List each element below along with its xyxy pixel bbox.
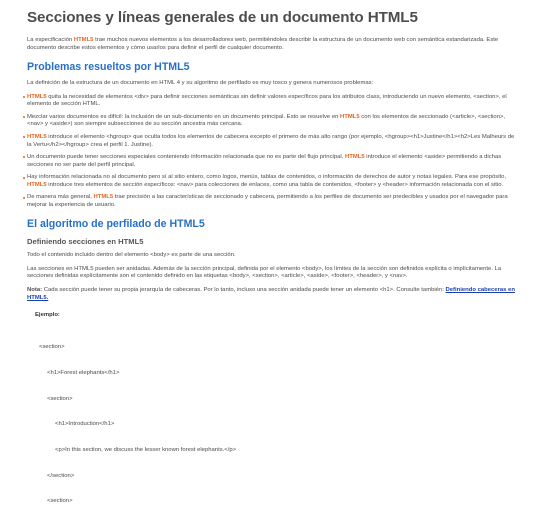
example-block <box>35 312 517 523</box>
item-text-pre: Mezclar varios documentos es difícil: la inclusión de un sub-documento en un documento principal. Esto se resuelve en <box>27 113 341 120</box>
code-line: <h1>Forest elephants</h1> <box>47 369 120 376</box>
problems-lead: La definición de la estructura de un documento en HTML 4 y su algoritmo de perfilado es muy tosco y genera numerosos problemas: <box>27 79 374 86</box>
item-text: con los elementos de seccionado (<article>, <section>, <nav> y <aside>) son siempre subsecciones de su sección ancestra más cercana. <box>27 113 506 128</box>
html5-highlight: HTML5 <box>93 194 114 201</box>
list-item <box>27 154 517 169</box>
item-text: trae precisión a las características de seccionado y cabecera, permitiendo a los perfiles de documento ser predecibles y usados por el navegador para mejorar la experiencia de usuario. <box>27 194 508 209</box>
html5-highlight: HTML5 <box>27 133 47 140</box>
list-item <box>27 134 517 149</box>
html5-highlight: HTML5 <box>340 113 360 120</box>
section-heading-problems: Problemas resueltos por HTML5 <box>27 60 190 73</box>
code-line: </section> <box>47 472 75 479</box>
html5-highlight: HTML5 <box>27 181 47 188</box>
item-text: introduce el elemento <aside> permitiendo a dichas secciones no ser parte del perfil principal. <box>27 154 502 168</box>
intro-prefix: La especificación <box>27 37 74 44</box>
section-heading-algorithm: El algoritmo de perfilado de HTML5 <box>27 217 205 230</box>
item-text: introduce tres elementos de sección específicos: <nav> para colecciones de enlaces, como una tabla de contenidos, <footer> y <header> información relacionada con el sitio. <box>46 181 504 188</box>
item-text-pre: Un documento puede tener secciones especiales conteniendo información relacionada que no es parte del flujo principal. <box>27 154 345 161</box>
list-item <box>27 174 517 189</box>
sections-paragraph-2: Las secciones en HTML5 pueden ser anidadas. Además de la sección principal, definida por el elemento <body>, los límites de la sección son definidos explícita o implícitamente. La secciones definidas explícitamente son el contenido definido en las etiquetas <body>, <section>, <article>, <aside>, <footer>, <header>, y <nav>. <box>27 265 502 280</box>
sections-paragraph-1: Todo el contenido incluido dentro del elemento <body> es parte de una sección. <box>27 251 236 258</box>
subheading-defining-sections: Definiendo secciones en HTML5 <box>27 236 144 246</box>
page-title: Secciones y líneas generales de un documento HTML5 <box>27 9 418 26</box>
list-item <box>27 114 517 129</box>
item-text-pre: De manera más general, <box>27 194 94 201</box>
note-text: Cada sección puede tener su propia jerarquía de cabeceras. Por lo tanto, incluso una sección anidada puede tener un elemento <h1>. Consulte también: <box>42 287 446 293</box>
html5-highlight: HTML5 <box>344 154 365 161</box>
code-line: <section> <box>47 395 73 402</box>
list-item <box>27 94 517 109</box>
headings-link[interactable]: Definiendo cabeceras en HTML5. <box>27 287 515 301</box>
item-text: introduce el elemento <hgroup> que oculta todos los elementos de cabecera excepto el primero de más alto rango (por ejemplo, <hgroup><h1>Justine</h1><h2>Les Malheurs de la Vertu</h2></hgroup> crea el perfil 1. Justine). <box>27 133 515 148</box>
problems-list <box>27 94 517 210</box>
code-line: <section> <box>47 498 73 505</box>
note-paragraph <box>27 287 517 302</box>
code-line: <h1>Introduction</h1> <box>55 421 115 428</box>
intro-text: trae muchos nuevos elementos a los desarrolladores web, permitiéndoles describir la estructura de un documento web con semántica estandarizada. Este documento describe estos elementos y cómo usarlos para definir el perfil de cualquier documento. <box>27 37 499 52</box>
example-title: Ejemplo: <box>35 312 60 319</box>
list-item <box>27 194 517 209</box>
note-label: Nota: <box>27 287 43 293</box>
html5-highlight: HTML5 <box>73 37 94 44</box>
item-text: quita la necesidad de elementos <div> para definir secciones semánticas sin definir valores específicos para los atributos class, introduciendo un nuevo elemento, <section>, el elemento de sección HTML. <box>27 93 507 108</box>
code-line: <p>In this section, we discuss the lesser known forest elephants.</p> <box>55 446 237 453</box>
item-text-pre: Hay información relacionada no al documento pero sí al sitio entero, como logos, menús, tablas de contenidos, o información de derechos de autor y notas legales. Para ese propósito, <box>27 174 507 181</box>
code-line: <section> <box>39 344 65 351</box>
intro-paragraph <box>27 37 517 52</box>
html5-highlight: HTML5 <box>27 93 47 100</box>
code-sample <box>35 326 517 523</box>
